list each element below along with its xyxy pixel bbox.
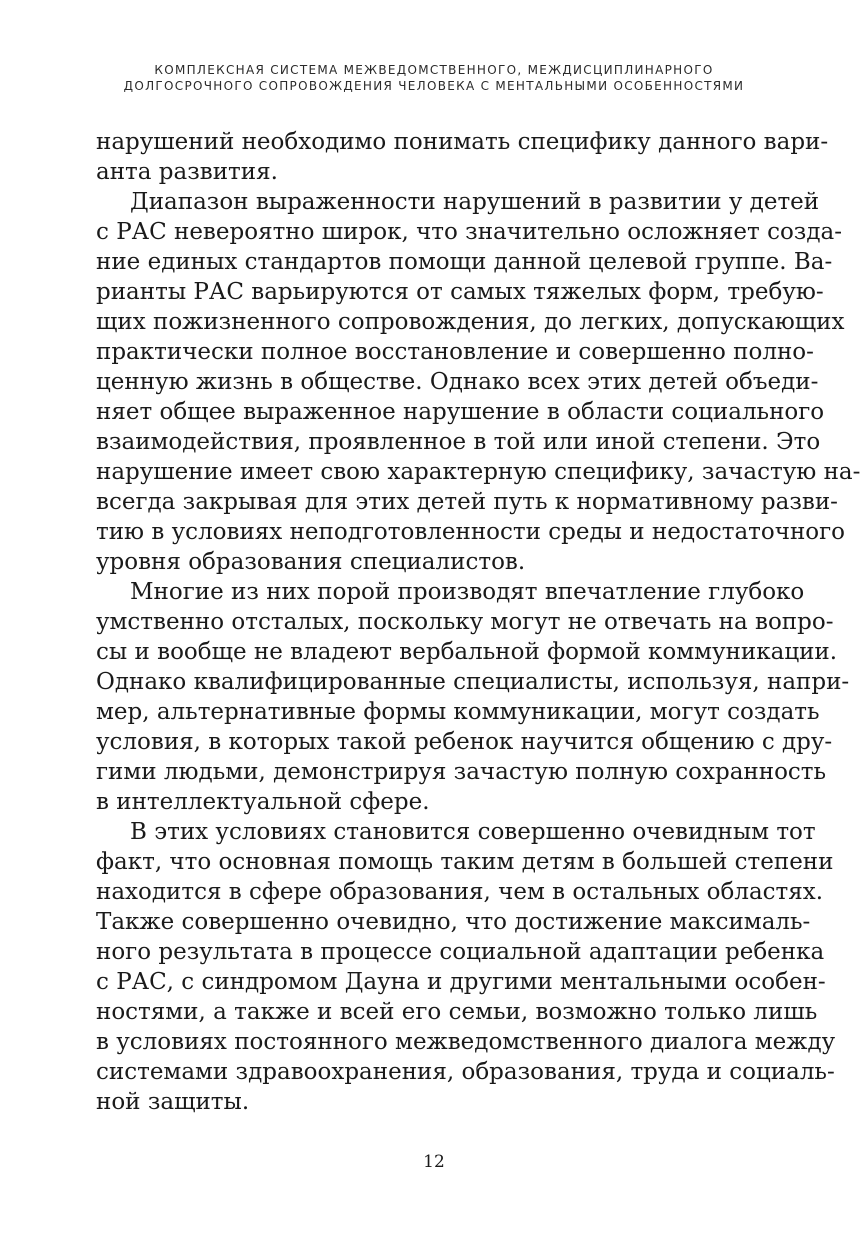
running-header	[0, 62, 868, 94]
text-line: ценную жизнь в обществе. Однако всех этих детей объеди-	[96, 369, 819, 395]
text-line: с РАС невероятно широк, что значительно осложняет созда-	[96, 219, 842, 245]
text-line: рианты РАС варьируются от самых тяжелых форм, требую-	[96, 279, 824, 305]
paragraph	[96, 187, 861, 577]
text-line: Диапазон выраженности нарушений в развитии у детей	[130, 189, 820, 215]
text-line: с РАС, с синдромом Дауна и другими ментальными особен-	[96, 969, 826, 995]
text-line: ного результата в процессе социальной адаптации ребенка	[96, 939, 825, 965]
text-line: в условиях постоянного межведомственного диалога между	[96, 1029, 836, 1055]
paragraph	[96, 577, 850, 817]
text-line: условия, в которых такой ребенок научится общению с дру-	[96, 729, 833, 755]
running-header-line-1: КОМПЛЕКСНАЯ СИСТЕМА МЕЖВЕДОМСТВЕННОГО, МЕЖДИСЦИПЛИНАРНОГО	[154, 63, 714, 77]
text-line: ной защиты.	[96, 1089, 250, 1115]
text-line: Многие из них порой производят впечатление глубоко	[130, 579, 805, 605]
text-line: В этих условиях становится совершенно очевидным тот	[130, 819, 816, 845]
paragraph	[96, 817, 836, 1117]
body-text	[96, 127, 861, 1117]
text-line: сы и вообще не владеют вербальной формой коммуникации.	[96, 639, 838, 665]
text-line: мер, альтернативные формы коммуникации, могут создать	[96, 699, 820, 725]
text-line: Также совершенно очевидно, что достижение максималь-	[96, 909, 811, 935]
text-line: нарушений необходимо понимать специфику данного вари-	[96, 129, 829, 155]
text-line: находится в сфере образования, чем в остальных областях.	[96, 879, 824, 905]
page-number: 12	[423, 1152, 445, 1172]
text-line: в интеллектуальной сфере.	[96, 789, 430, 815]
text-line: гими людьми, демонстрируя зачастую полную сохранность	[96, 759, 827, 785]
text-line: нарушение имеет свою характерную специфику, зачастую на-	[96, 459, 861, 485]
text-line: практически полное восстановление и совершенно полно-	[96, 339, 814, 365]
text-line: няет общее выраженное нарушение в области социального	[96, 399, 825, 425]
running-header-line-2: ДОЛГОСРОЧНОГО СОПРОВОЖДЕНИЯ ЧЕЛОВЕКА С МЕНТАЛЬНЫМИ ОСОБЕННОСТЯМИ	[123, 79, 745, 93]
text-line: ние единых стандартов помощи данной целевой группе. Ва-	[96, 249, 833, 275]
text-line: тию в условиях неподготовленности среды и недостаточного	[96, 519, 846, 545]
text-line: умственно отсталых, поскольку могут не отвечать на вопро-	[96, 609, 834, 635]
text-line: ностями, а также и всей его семьи, возможно только лишь	[96, 999, 818, 1025]
text-line: Однако квалифицированные специалисты, используя, напри-	[96, 669, 850, 695]
text-line: факт, что основная помощь таким детям в большей степени	[96, 849, 834, 875]
text-line: всегда закрывая для этих детей путь к нормативному разви-	[96, 489, 838, 515]
text-line: уровня образования специалистов.	[96, 549, 526, 575]
text-line: взаимодействия, проявленное в той или иной степени. Это	[96, 429, 821, 455]
text-line: системами здравоохранения, образования, труда и социаль-	[96, 1059, 835, 1085]
text-line: анта развития.	[96, 159, 278, 185]
text-line: щих пожизненного сопровождения, до легких, допускающих	[96, 309, 845, 335]
paragraph	[96, 127, 829, 187]
